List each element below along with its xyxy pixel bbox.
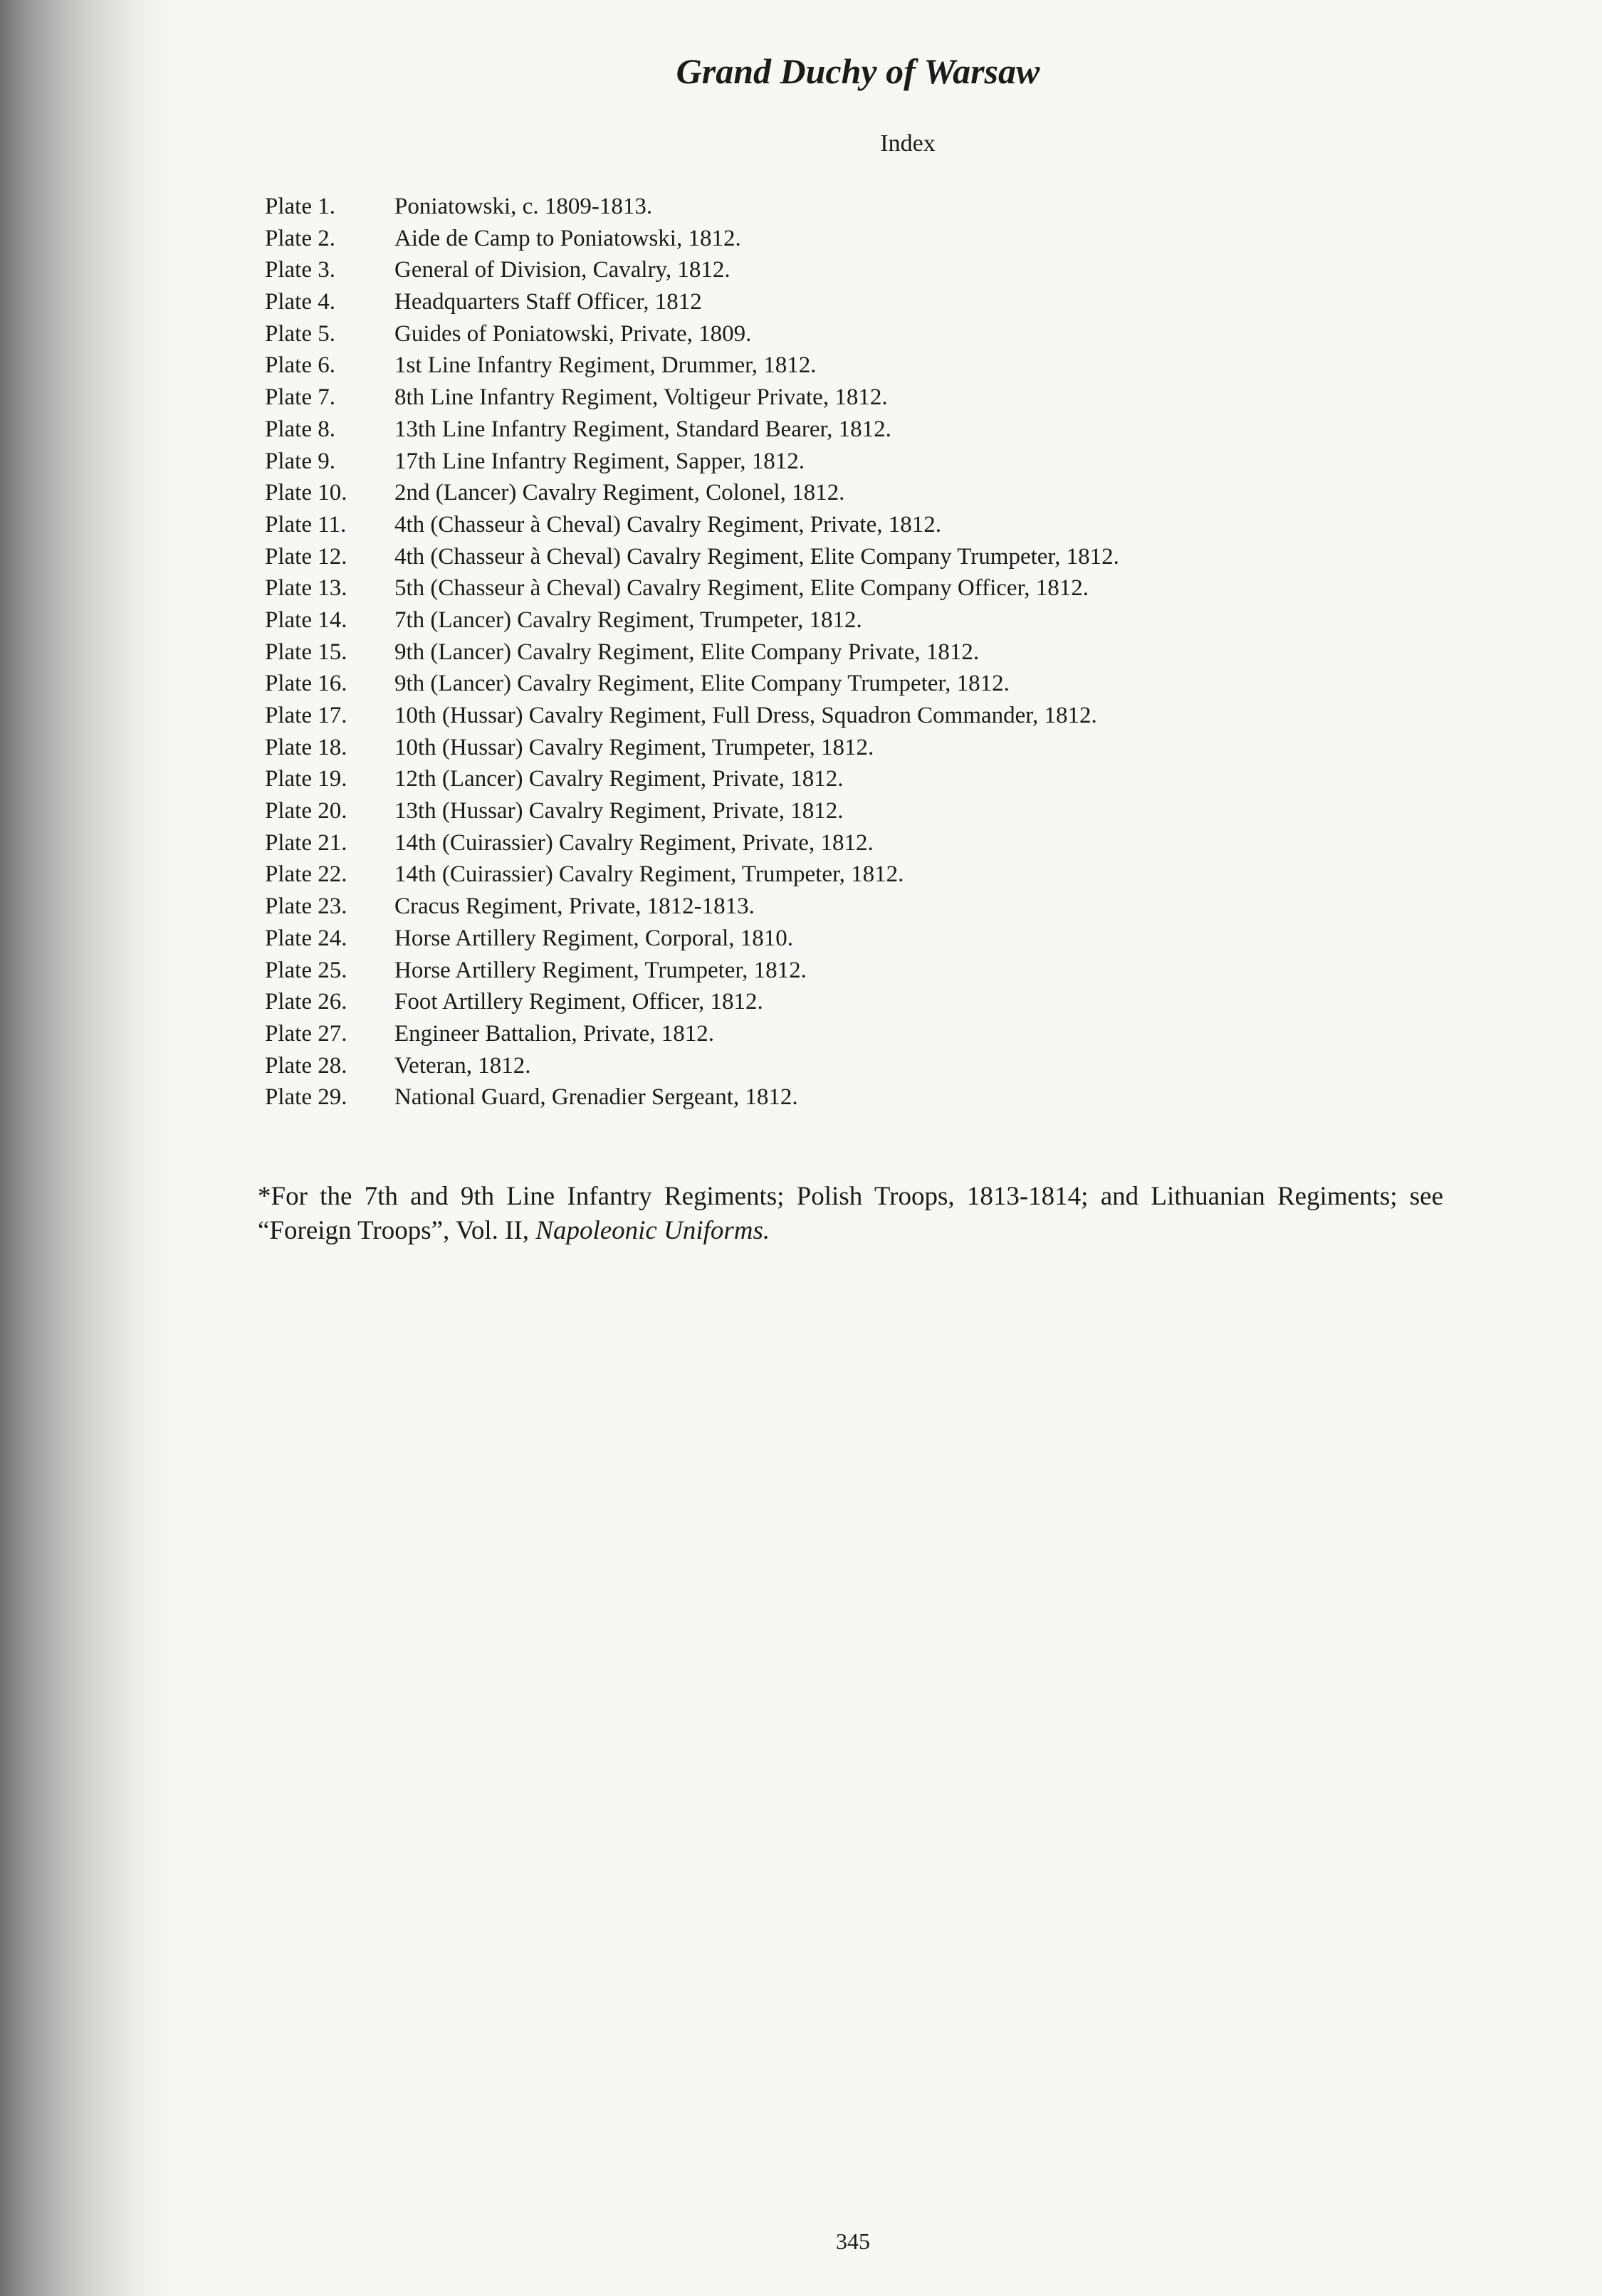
plate-label: Plate 14. bbox=[265, 607, 347, 633]
plate-label: Plate 10. bbox=[265, 480, 347, 506]
plate-description: National Guard, Grenadier Sergeant, 1812. bbox=[394, 1084, 798, 1111]
footnote-italic-title: Napoleonic Uniforms. bbox=[535, 1216, 770, 1245]
plate-description: 13th Line Infantry Regiment, Standard Bearer, 1812. bbox=[394, 416, 891, 442]
plate-label: Plate 4. bbox=[265, 289, 335, 315]
plate-row bbox=[265, 859, 1532, 891]
plate-row bbox=[265, 891, 1532, 923]
plate-label: Plate 2. bbox=[265, 225, 335, 251]
plate-label: Plate 19. bbox=[265, 766, 347, 792]
plate-description: Foot Artillery Regiment, Officer, 1812. bbox=[394, 989, 763, 1015]
plate-label: Plate 3. bbox=[265, 257, 335, 283]
plate-row bbox=[265, 732, 1532, 764]
plate-description: 14th (Cuirassier) Cavalry Regiment, Trumpeter, 1812. bbox=[394, 861, 904, 888]
plate-label: Plate 27. bbox=[265, 1020, 347, 1047]
plate-description: 4th (Chasseur à Cheval) Cavalry Regiment, Elite Company Trumpeter, 1812. bbox=[394, 543, 1119, 570]
plate-description: 9th (Lancer) Cavalry Regiment, Elite Company Private, 1812. bbox=[394, 639, 980, 665]
plate-description: Horse Artillery Regiment, Trumpeter, 1812. bbox=[394, 957, 807, 983]
plate-label: Plate 18. bbox=[265, 734, 347, 760]
plate-label: Plate 25. bbox=[265, 957, 347, 983]
plate-description: 17th Line Infantry Regiment, Sapper, 1812. bbox=[394, 448, 805, 474]
plate-label: Plate 13. bbox=[265, 575, 347, 602]
plate-label: Plate 17. bbox=[265, 703, 347, 728]
plate-description: 7th (Lancer) Cavalry Regiment, Trumpeter, 1812. bbox=[394, 607, 862, 633]
plate-description: Engineer Battalion, Private, 1812. bbox=[394, 1020, 715, 1047]
footnote bbox=[258, 1180, 1443, 1248]
plate-row bbox=[265, 827, 1532, 859]
plate-row bbox=[265, 509, 1532, 541]
plate-row bbox=[265, 604, 1532, 636]
page-number: 345 bbox=[836, 2228, 870, 2254]
plate-description: 1st Line Infantry Regiment, Drummer, 1812. bbox=[394, 352, 817, 379]
plate-row bbox=[265, 446, 1532, 478]
plate-row bbox=[265, 477, 1532, 509]
plate-row bbox=[265, 382, 1532, 414]
plate-description: 12th (Lancer) Cavalry Regiment, Private, 1812. bbox=[394, 766, 844, 792]
plate-label: Plate 15. bbox=[265, 639, 347, 665]
index-heading: Index bbox=[880, 130, 936, 157]
plate-row bbox=[265, 700, 1532, 732]
plate-label: Plate 6. bbox=[265, 352, 335, 379]
plate-row bbox=[265, 986, 1532, 1018]
plate-label: Plate 28. bbox=[265, 1052, 347, 1079]
plate-description: Guides of Poniatowski, Private, 1809. bbox=[394, 320, 752, 347]
plate-label: Plate 20. bbox=[265, 798, 347, 824]
plate-label: Plate 11. bbox=[265, 511, 347, 538]
plate-row bbox=[265, 763, 1532, 795]
plate-row bbox=[265, 572, 1532, 604]
plate-row bbox=[265, 350, 1532, 382]
plate-label: Plate 29. bbox=[265, 1084, 347, 1111]
plate-description: Horse Artillery Regiment, Corporal, 1810. bbox=[394, 925, 793, 951]
plate-description: 14th (Cuirassier) Cavalry Regiment, Private, 1812. bbox=[394, 829, 874, 856]
plate-description: Headquarters Staff Officer, 1812 bbox=[394, 289, 702, 315]
plate-row bbox=[265, 795, 1532, 827]
page-title: Grand Duchy of Warsaw bbox=[676, 51, 1040, 91]
plate-row bbox=[265, 414, 1532, 446]
plate-row bbox=[265, 541, 1532, 573]
plate-label: Plate 9. bbox=[265, 448, 335, 474]
plate-row bbox=[265, 955, 1532, 987]
plate-description: Aide de Camp to Poniatowski, 1812. bbox=[394, 225, 741, 251]
plate-label: Plate 26. bbox=[265, 989, 347, 1015]
footnote-text: *For the 7th and 9th Line Infantry Regiments; Polish Troops, 1813-1814; and Lithuanian Regiments; see “Foreign Troops”, Vol. II, bbox=[258, 1182, 1443, 1245]
plate-label: Plate 12. bbox=[265, 543, 347, 570]
plate-description: 5th (Chasseur à Cheval) Cavalry Regiment, Elite Company Officer, 1812. bbox=[394, 575, 1089, 602]
plate-label: Plate 8. bbox=[265, 416, 335, 442]
plate-label: Plate 7. bbox=[265, 384, 335, 411]
plate-description: Cracus Regiment, Private, 1812-1813. bbox=[394, 893, 755, 920]
plate-description: 4th (Chasseur à Cheval) Cavalry Regiment, Private, 1812. bbox=[394, 511, 941, 538]
plate-description: 10th (Hussar) Cavalry Regiment, Full Dress, Squadron Commander, 1812. bbox=[394, 703, 1097, 728]
plate-row bbox=[265, 191, 1532, 223]
plate-description: 9th (Lancer) Cavalry Regiment, Elite Company Trumpeter, 1812. bbox=[394, 671, 1010, 697]
plate-label: Plate 5. bbox=[265, 320, 335, 347]
plate-description: 13th (Hussar) Cavalry Regiment, Private, 1812. bbox=[394, 798, 844, 824]
plate-description: Veteran, 1812. bbox=[394, 1052, 531, 1079]
plate-description: General of Division, Cavalry, 1812. bbox=[394, 257, 731, 283]
plate-row bbox=[265, 668, 1532, 700]
plate-row bbox=[265, 318, 1532, 350]
plate-label: Plate 21. bbox=[265, 829, 347, 856]
plate-description: Poniatowski, c. 1809-1813. bbox=[394, 194, 653, 219]
plate-index-list bbox=[265, 191, 1532, 1113]
plate-row bbox=[265, 1081, 1532, 1113]
plate-description: 2nd (Lancer) Cavalry Regiment, Colonel, 1812. bbox=[394, 480, 845, 506]
plate-label: Plate 1. bbox=[265, 194, 335, 219]
plate-row bbox=[265, 223, 1532, 255]
plate-row bbox=[265, 1018, 1532, 1050]
plate-description: 10th (Hussar) Cavalry Regiment, Trumpeter, 1812. bbox=[394, 734, 874, 760]
plate-label: Plate 23. bbox=[265, 893, 347, 920]
plate-row bbox=[265, 1050, 1532, 1082]
plate-row bbox=[265, 923, 1532, 955]
plate-label: Plate 22. bbox=[265, 861, 347, 888]
plate-row bbox=[265, 636, 1532, 669]
plate-label: Plate 16. bbox=[265, 671, 347, 697]
plate-description: 8th Line Infantry Regiment, Voltigeur Private, 1812. bbox=[394, 384, 888, 411]
plate-label: Plate 24. bbox=[265, 925, 347, 951]
plate-row bbox=[265, 286, 1532, 318]
plate-row bbox=[265, 254, 1532, 286]
